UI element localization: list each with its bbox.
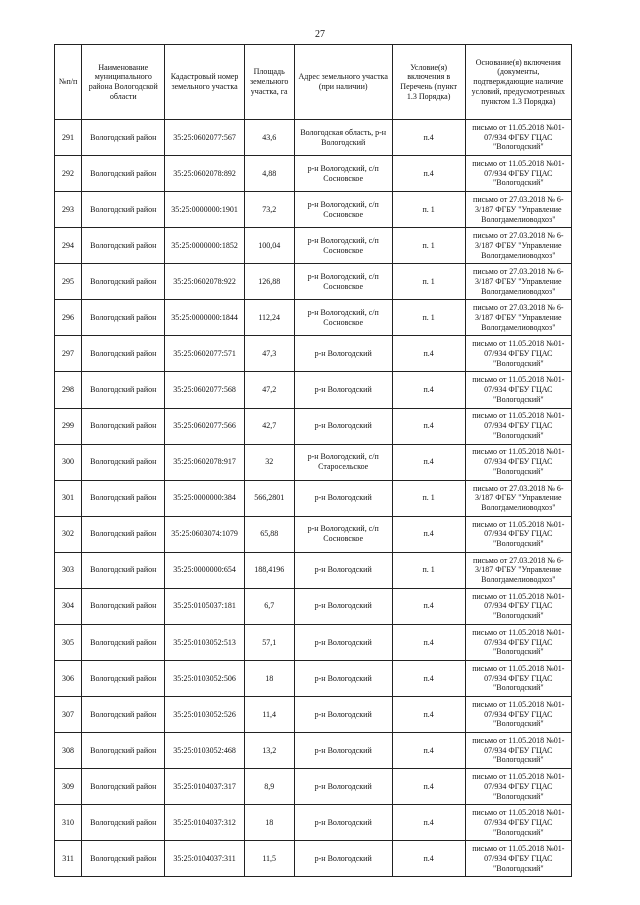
cell-district: Вологодский район [82, 769, 165, 805]
cell-address: р-н Вологодский [294, 408, 392, 444]
cell-address: р-н Вологодский, с/п Старосельское [294, 444, 392, 480]
cell-area: 100,04 [244, 228, 294, 264]
cell-cadastral: 35:25:0103052:526 [165, 697, 244, 733]
cell-cadastral: 35:25:0602077:568 [165, 372, 244, 408]
cell-address: р-н Вологодский [294, 805, 392, 841]
cell-basis: письмо от 11.05.2018 №01-07/934 ФГБУ ГЦАС "Вологодский" [465, 588, 571, 624]
cell-address: р-н Вологодский, с/п Сосновское [294, 228, 392, 264]
cell-area: 566,2801 [244, 480, 294, 516]
cell-num: 310 [55, 805, 82, 841]
header-num: №п/п [55, 45, 82, 120]
cell-address: р-н Вологодский [294, 769, 392, 805]
cell-num: 299 [55, 408, 82, 444]
cell-address: р-н Вологодский [294, 336, 392, 372]
table-row [55, 228, 572, 264]
table-row [55, 769, 572, 805]
cell-num: 305 [55, 624, 82, 660]
cell-condition: п.4 [392, 372, 465, 408]
cell-district: Вологодский район [82, 156, 165, 192]
cell-district: Вологодский район [82, 120, 165, 156]
cell-area: 13,2 [244, 733, 294, 769]
cell-area: 57,1 [244, 624, 294, 660]
cell-condition: п.4 [392, 444, 465, 480]
table-row [55, 408, 572, 444]
table-row [55, 192, 572, 228]
table-header-row [55, 45, 572, 120]
cell-condition: п. 1 [392, 300, 465, 336]
cell-basis: письмо от 27.03.2018 № 6-3/187 ФГБУ "Управление Вологдамелиоводхоз" [465, 228, 571, 264]
header-area: Площадь земельного участка, га [244, 45, 294, 120]
cell-area: 43,6 [244, 120, 294, 156]
cell-num: 293 [55, 192, 82, 228]
cell-area: 47,3 [244, 336, 294, 372]
cell-address: р-н Вологодский, с/п Сосновское [294, 156, 392, 192]
cell-cadastral: 35:25:0000000:384 [165, 480, 244, 516]
header-address: Адрес земельного участка (при наличии) [294, 45, 392, 120]
cell-num: 306 [55, 660, 82, 696]
table-row [55, 841, 572, 877]
cell-district: Вологодский район [82, 444, 165, 480]
cell-basis: письмо от 27.03.2018 № 6-3/187 ФГБУ "Управление Вологдамелиоводхоз" [465, 300, 571, 336]
cell-num: 303 [55, 552, 82, 588]
cell-num: 300 [55, 444, 82, 480]
cell-area: 8,9 [244, 769, 294, 805]
table-row [55, 480, 572, 516]
cell-basis: письмо от 11.05.2018 №01-07/934 ФГБУ ГЦАС "Вологодский" [465, 624, 571, 660]
cell-address: р-н Вологодский, с/п Сосновское [294, 300, 392, 336]
table-row [55, 660, 572, 696]
cell-cadastral: 35:25:0000000:1844 [165, 300, 244, 336]
cell-cadastral: 35:25:0103052:468 [165, 733, 244, 769]
cell-cadastral: 35:25:0602078:917 [165, 444, 244, 480]
cell-num: 294 [55, 228, 82, 264]
cell-condition: п. 1 [392, 552, 465, 588]
table-row [55, 336, 572, 372]
header-basis: Основание(я) включения (документы, подтверждающие наличие условий, предусмотренных пунктом 1.3 Порядка) [465, 45, 571, 120]
cell-district: Вологодский район [82, 408, 165, 444]
cell-num: 296 [55, 300, 82, 336]
cell-num: 292 [55, 156, 82, 192]
cell-area: 188,4196 [244, 552, 294, 588]
header-condition: Условие(я) включения в Перечень (пункт 1.3 Порядка) [392, 45, 465, 120]
cell-address: р-н Вологодский, с/п Сосновское [294, 516, 392, 552]
cell-cadastral: 35:25:0602078:922 [165, 264, 244, 300]
cell-district: Вологодский район [82, 480, 165, 516]
cell-area: 11,5 [244, 841, 294, 877]
cell-num: 291 [55, 120, 82, 156]
cell-basis: письмо от 11.05.2018 №01-07/934 ФГБУ ГЦАС "Вологодский" [465, 336, 571, 372]
cell-basis: письмо от 11.05.2018 №01-07/934 ФГБУ ГЦАС "Вологодский" [465, 516, 571, 552]
cell-basis: письмо от 11.05.2018 №01-07/934 ФГБУ ГЦАС "Вологодский" [465, 660, 571, 696]
cell-cadastral: 35:25:0104037:312 [165, 805, 244, 841]
cell-condition: п.4 [392, 841, 465, 877]
cell-address: Вологодская область, р-н Вологодский [294, 120, 392, 156]
cell-cadastral: 35:25:0000000:1852 [165, 228, 244, 264]
cell-basis: письмо от 27.03.2018 № 6-3/187 ФГБУ "Управление Вологдамелиоводхоз" [465, 192, 571, 228]
cell-cadastral: 35:25:0105037:181 [165, 588, 244, 624]
cell-district: Вологодский район [82, 624, 165, 660]
cell-condition: п.4 [392, 769, 465, 805]
cell-num: 302 [55, 516, 82, 552]
cell-area: 32 [244, 444, 294, 480]
cell-num: 298 [55, 372, 82, 408]
cell-address: р-н Вологодский [294, 552, 392, 588]
cell-cadastral: 35:25:0103052:506 [165, 660, 244, 696]
cell-district: Вологодский район [82, 516, 165, 552]
table-row [55, 624, 572, 660]
cell-district: Вологодский район [82, 697, 165, 733]
table-row [55, 300, 572, 336]
header-district: Наименование муниципального района Вологодской области [82, 45, 165, 120]
cell-cadastral: 35:25:0602077:567 [165, 120, 244, 156]
table-row [55, 805, 572, 841]
table-row [55, 697, 572, 733]
cell-basis: письмо от 11.05.2018 №01-07/934 ФГБУ ГЦАС "Вологодский" [465, 372, 571, 408]
cell-district: Вологодский район [82, 660, 165, 696]
cell-num: 301 [55, 480, 82, 516]
cell-address: р-н Вологодский [294, 372, 392, 408]
cell-district: Вологодский район [82, 228, 165, 264]
cell-cadastral: 35:25:0104037:311 [165, 841, 244, 877]
cell-address: р-н Вологодский [294, 841, 392, 877]
cell-cadastral: 35:25:0602077:566 [165, 408, 244, 444]
cell-area: 6,7 [244, 588, 294, 624]
cell-basis: письмо от 27.03.2018 № 6-3/187 ФГБУ "Управление Вологдамелиоводхоз" [465, 480, 571, 516]
cell-cadastral: 35:25:0602078:892 [165, 156, 244, 192]
cell-basis: письмо от 27.03.2018 № 6-3/187 ФГБУ "Управление Вологдамелиоводхоз" [465, 264, 571, 300]
cell-basis: письмо от 11.05.2018 №01-07/934 ФГБУ ГЦАС "Вологодский" [465, 444, 571, 480]
cell-area: 18 [244, 660, 294, 696]
cell-address: р-н Вологодский [294, 660, 392, 696]
cell-num: 308 [55, 733, 82, 769]
cell-area: 73,2 [244, 192, 294, 228]
cell-condition: п.4 [392, 697, 465, 733]
table-row [55, 733, 572, 769]
cell-address: р-н Вологодский, с/п Сосновское [294, 192, 392, 228]
cell-area: 18 [244, 805, 294, 841]
cell-area: 42,7 [244, 408, 294, 444]
cell-num: 304 [55, 588, 82, 624]
cell-condition: п. 1 [392, 480, 465, 516]
cell-address: р-н Вологодский [294, 588, 392, 624]
table-row [55, 588, 572, 624]
cell-area: 65,88 [244, 516, 294, 552]
table-row [55, 156, 572, 192]
cell-condition: п.4 [392, 156, 465, 192]
cell-district: Вологодский район [82, 552, 165, 588]
cell-area: 126,88 [244, 264, 294, 300]
cell-area: 4,88 [244, 156, 294, 192]
cell-area: 112,24 [244, 300, 294, 336]
cell-condition: п.4 [392, 516, 465, 552]
table-body [55, 120, 572, 877]
cell-district: Вологодский район [82, 805, 165, 841]
cell-basis: письмо от 11.05.2018 №01-07/934 ФГБУ ГЦАС "Вологодский" [465, 697, 571, 733]
cell-basis: письмо от 11.05.2018 №01-07/934 ФГБУ ГЦАС "Вологодский" [465, 769, 571, 805]
cell-address: р-н Вологодский [294, 697, 392, 733]
cell-condition: п.4 [392, 660, 465, 696]
cell-address: р-н Вологодский [294, 733, 392, 769]
cell-cadastral: 35:25:0000000:1901 [165, 192, 244, 228]
cell-basis: письмо от 11.05.2018 №01-07/934 ФГБУ ГЦАС "Вологодский" [465, 805, 571, 841]
cell-area: 11,4 [244, 697, 294, 733]
cell-cadastral: 35:25:0603074:1079 [165, 516, 244, 552]
cell-num: 307 [55, 697, 82, 733]
cell-condition: п.4 [392, 336, 465, 372]
cell-basis: письмо от 11.05.2018 №01-07/934 ФГБУ ГЦАС "Вологодский" [465, 120, 571, 156]
cell-condition: п. 1 [392, 228, 465, 264]
cell-condition: п.4 [392, 120, 465, 156]
table-row [55, 372, 572, 408]
header-cadastral: Кадастровый номер земельного участка [165, 45, 244, 120]
cell-district: Вологодский район [82, 300, 165, 336]
table-row [55, 444, 572, 480]
cell-district: Вологодский район [82, 841, 165, 877]
cell-basis: письмо от 11.05.2018 №01-07/934 ФГБУ ГЦАС "Вологодский" [465, 733, 571, 769]
table-row [55, 516, 572, 552]
cell-condition: п.4 [392, 733, 465, 769]
cell-num: 311 [55, 841, 82, 877]
cell-basis: письмо от 11.05.2018 №01-07/934 ФГБУ ГЦАС "Вологодский" [465, 156, 571, 192]
cell-cadastral: 35:25:0103052:513 [165, 624, 244, 660]
cell-condition: п.4 [392, 624, 465, 660]
cell-district: Вологодский район [82, 264, 165, 300]
table-row [55, 552, 572, 588]
cell-num: 297 [55, 336, 82, 372]
cell-district: Вологодский район [82, 733, 165, 769]
cell-district: Вологодский район [82, 372, 165, 408]
cell-condition: п.4 [392, 805, 465, 841]
cell-basis: письмо от 27.03.2018 № 6-3/187 ФГБУ "Управление Вологдамелиоводхоз" [465, 552, 571, 588]
cell-num: 309 [55, 769, 82, 805]
table-row [55, 264, 572, 300]
cell-cadastral: 35:25:0000000:654 [165, 552, 244, 588]
cell-condition: п. 1 [392, 264, 465, 300]
cell-cadastral: 35:25:0104037:317 [165, 769, 244, 805]
cell-address: р-н Вологодский [294, 480, 392, 516]
cell-condition: п.4 [392, 408, 465, 444]
cell-address: р-н Вологодский [294, 624, 392, 660]
table-row [55, 120, 572, 156]
cell-cadastral: 35:25:0602077:571 [165, 336, 244, 372]
cell-area: 47,2 [244, 372, 294, 408]
land-plot-registry-table [54, 44, 572, 877]
cell-num: 295 [55, 264, 82, 300]
cell-address: р-н Вологодский, с/п Сосновское [294, 264, 392, 300]
cell-condition: п.4 [392, 588, 465, 624]
cell-district: Вологодский район [82, 588, 165, 624]
page-number: 27 [315, 29, 325, 40]
cell-district: Вологодский район [82, 192, 165, 228]
cell-basis: письмо от 11.05.2018 №01-07/934 ФГБУ ГЦАС "Вологодский" [465, 841, 571, 877]
cell-condition: п. 1 [392, 192, 465, 228]
cell-district: Вологодский район [82, 336, 165, 372]
cell-basis: письмо от 11.05.2018 №01-07/934 ФГБУ ГЦАС "Вологодский" [465, 408, 571, 444]
